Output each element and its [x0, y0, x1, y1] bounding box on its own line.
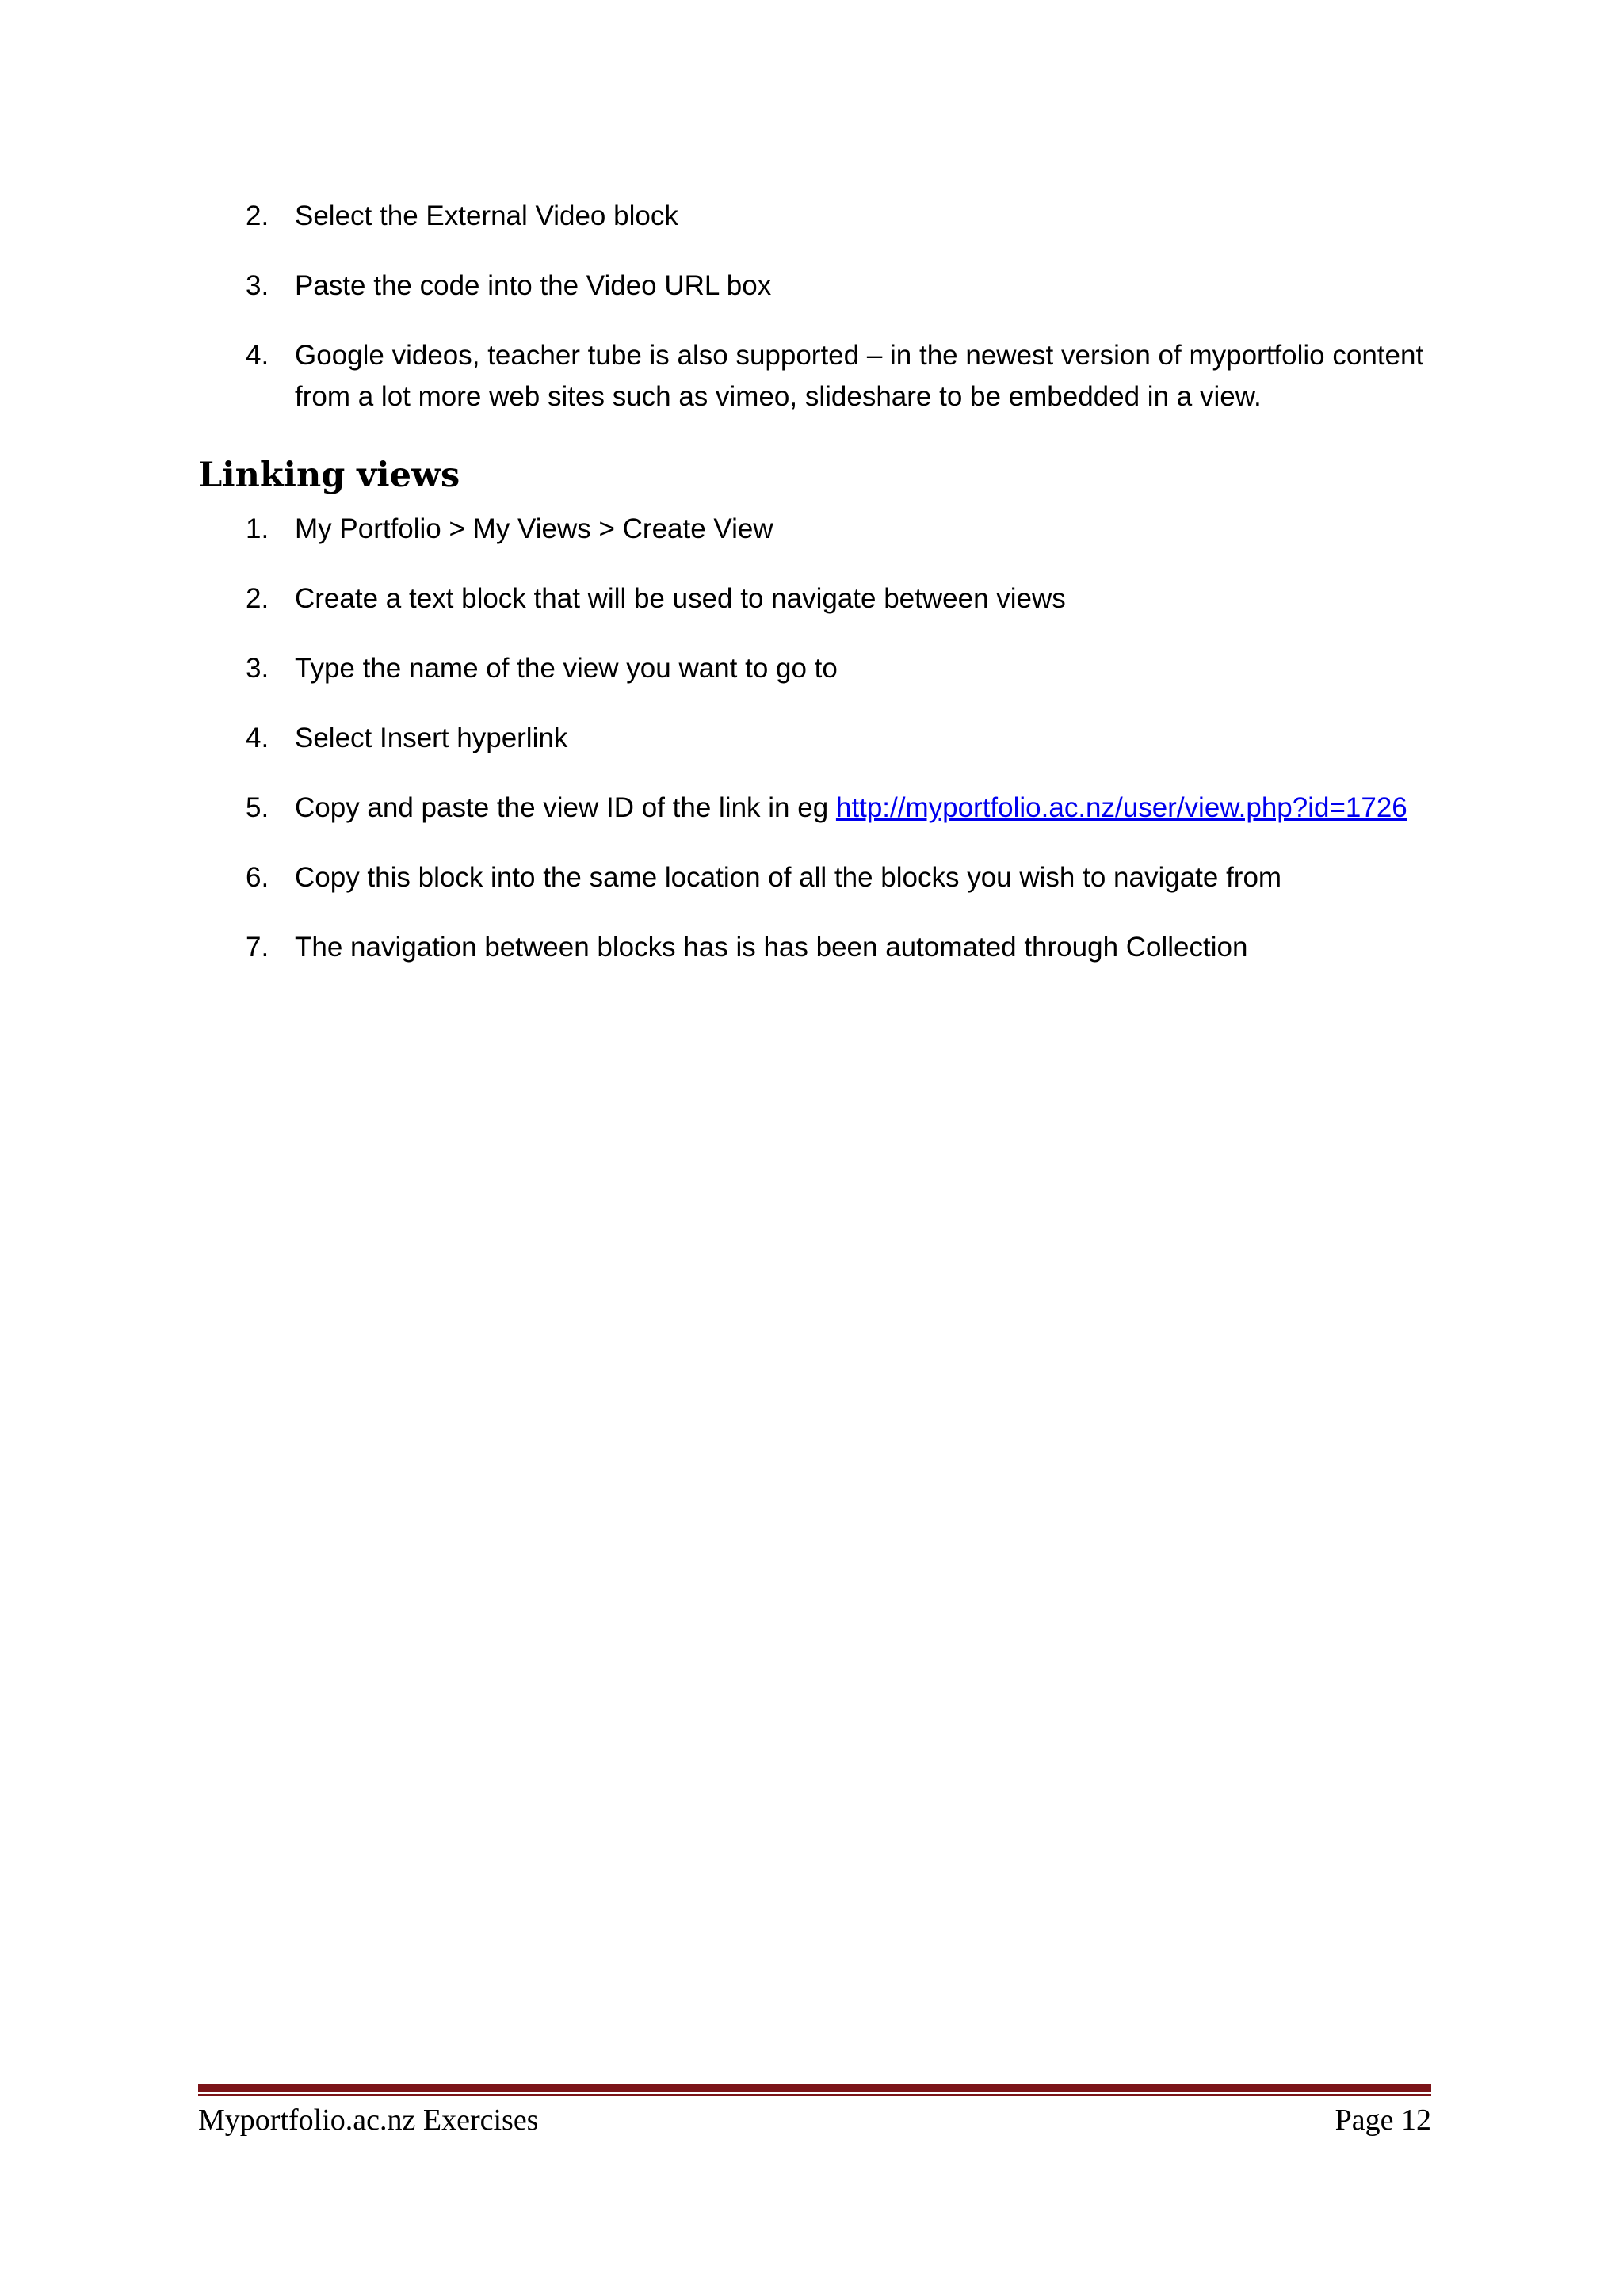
footer-rule	[198, 2084, 1431, 2092]
list-number: 2.	[246, 583, 269, 614]
list-text: Select Insert hyperlink	[295, 723, 568, 753]
list-text: Select the External Video block	[295, 200, 678, 231]
section-heading: Linking views	[198, 456, 460, 495]
list-text: Create a text block that will be used to navigate between views	[295, 583, 1066, 614]
list-number: 3.	[246, 653, 269, 684]
list-text: Copy this block into the same location of all the blocks you wish to navigate from	[295, 862, 1282, 893]
list-number: 4.	[246, 723, 269, 753]
list-text: Copy and paste the view ID of the link in eg	[295, 792, 836, 823]
list-text: My Portfolio > My Views > Create View	[295, 513, 773, 544]
footer-rule	[198, 2094, 1431, 2096]
page-number: Page 12	[1335, 2103, 1431, 2137]
list-number: 3.	[246, 270, 269, 301]
footer-title: Myportfolio.ac.nz Exercises	[198, 2103, 539, 2137]
view-url-link[interactable]: http://myportfolio.ac.nz/user/view.php?id=1726	[835, 792, 1407, 823]
list-text: Type the name of the view you want to go to	[295, 653, 838, 684]
list-number: 6.	[246, 862, 269, 893]
list-number: 1.	[246, 513, 269, 544]
list-text: The navigation between blocks has is has been automated through Collection	[295, 932, 1248, 963]
list-text: Paste the code into the Video URL box	[295, 270, 772, 301]
list-number: 2.	[246, 200, 269, 231]
list-text: Google videos, teacher tube is also supported – in the newest version of myportfolio content from a lot more web sites such as vimeo, slideshare to be embedded in a view.	[295, 340, 1424, 412]
list-text-with-link	[295, 788, 1452, 829]
list-number: 5.	[246, 792, 269, 823]
list-number: 4.	[246, 340, 269, 371]
list-number: 7.	[246, 932, 269, 963]
